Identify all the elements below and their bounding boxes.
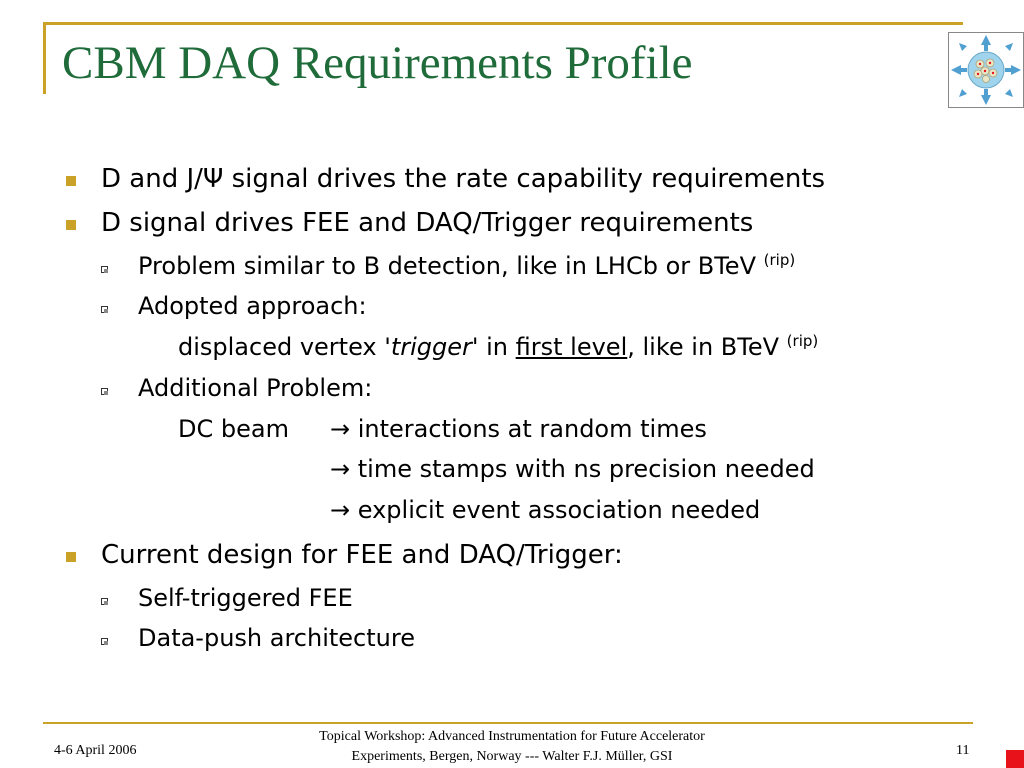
- sub-bullet-marker: [101, 598, 108, 605]
- sub-bullet-self-triggered: Self-triggered FEE: [138, 584, 353, 612]
- footer-event: [250, 727, 774, 767]
- consequence-time-stamps: → time stamps with ns precision needed: [330, 455, 815, 483]
- bullet-fee-daq: D signal drives FEE and DAQ/Trigger requirements: [101, 208, 754, 238]
- rip-note: (rip): [786, 332, 819, 350]
- slide-title: CBM DAQ Requirements Profile: [62, 37, 693, 89]
- bullet-marker: [66, 552, 76, 562]
- consequence-random-times: → interactions at random times: [330, 415, 707, 443]
- footer-date: 4-6 April 2006: [54, 743, 137, 758]
- dc-beam-label: DC beam: [178, 415, 289, 443]
- sub-bullet-adopted-approach: Adopted approach:: [138, 292, 367, 320]
- bullet-marker: [66, 220, 76, 230]
- sub-bullet-marker: [101, 638, 108, 645]
- sub-bullet-marker: [101, 306, 108, 313]
- footer-event-line-1: Topical Workshop: Advanced Instrumentation for Future Accelerator: [319, 729, 705, 744]
- rip-note: (rip): [763, 251, 796, 269]
- sub-bullet-marker: [101, 266, 108, 273]
- detail-part-1: displaced vertex ': [178, 333, 391, 361]
- slide-corner-marker: [1006, 750, 1024, 768]
- detail-part-2: ' in: [471, 333, 516, 361]
- slide-number: 11: [956, 743, 970, 758]
- footer-divider: [43, 722, 973, 724]
- sub-bullet-marker: [101, 388, 108, 395]
- consequence-event-association: → explicit event association needed: [330, 496, 761, 524]
- sub-bullet-b-detection-text: Problem similar to B detection, like in LHCb or BTeV: [138, 252, 756, 280]
- detail-first-level: first level: [515, 333, 628, 361]
- bullet-marker: [66, 176, 76, 186]
- adopted-approach-detail: [178, 333, 818, 361]
- sub-bullet-additional-problem: Additional Problem:: [138, 374, 373, 402]
- footer-event-line-2: Experiments, Bergen, Norway --- Walter F.J. Müller, GSI: [351, 749, 673, 764]
- bullet-current-design: Current design for FEE and DAQ/Trigger:: [101, 540, 623, 570]
- sub-bullet-b-detection: [138, 252, 795, 280]
- sub-bullet-data-push: Data-push architecture: [138, 624, 415, 652]
- bullet-rate-capability: D and J/Ψ signal drives the rate capability requirements: [101, 164, 826, 194]
- detail-trigger: trigger: [390, 333, 472, 361]
- detail-part-3: , like in BTeV: [627, 333, 780, 361]
